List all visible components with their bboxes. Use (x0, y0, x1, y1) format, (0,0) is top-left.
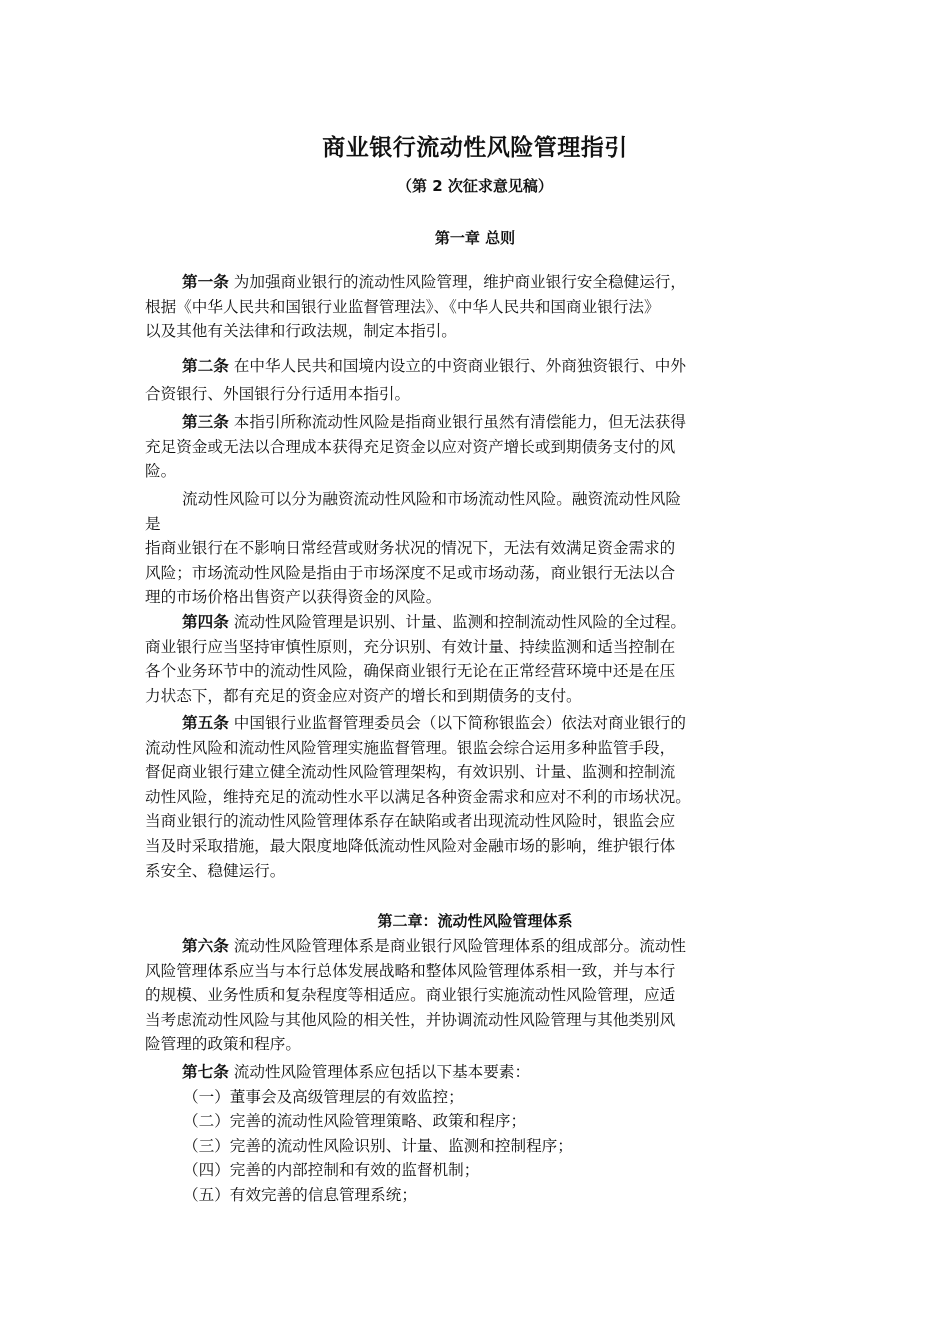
article-4-line-4: 力状态下，都有充足的资金应对资产的增长和到期债务的支付。 (145, 686, 582, 705)
article-7-item-4: （四）完善的内部控制和有效的监督机制； (183, 1161, 480, 1180)
article-1-line-3: 以及其他有关法律和行政法规，制定本指引。 (145, 322, 457, 341)
article-7-label: 第七条 (182, 1063, 229, 1081)
article-6-line-2: 风险管理体系应当与本行总体发展战略和整体风险管理体系相一致，并与本行 (145, 961, 676, 980)
article-5 (145, 711, 820, 883)
article-3-label: 第三条 (182, 413, 229, 431)
article-7-item-3: （三）完善的流动性风险识别、计量、监测和控制程序； (183, 1136, 573, 1155)
article-5-line-7: 系安全、稳健运行。 (145, 861, 286, 880)
article-5-line-5: 当商业银行的流动性风险管理体系存在缺陷或者出现流动性风险时，银监会应 (145, 812, 676, 831)
article-2-label: 第二条 (182, 357, 229, 375)
article-5-label: 第五条 (182, 714, 229, 732)
article-6-line-5: 险管理的政策和程序。 (145, 1035, 301, 1054)
article-3 (145, 410, 820, 484)
paragraph-line-5: 理的市场价格出售资产以获得资金的风险。 (145, 588, 442, 607)
paragraph-line-2: 是 (145, 514, 161, 533)
article-6 (145, 934, 820, 1057)
paragraph-line-3: 指商业银行在不影响日常经营或财务状况的情况下，无法有效满足资金需求的 (145, 539, 676, 558)
article-7 (145, 1060, 820, 1208)
paragraph-line-1: 流动性风险可以分为融资流动性风险和市场流动性风险。融资流动性风险 (182, 490, 682, 508)
article-1-line-1: 第一条 为加强商业银行的流动性风险管理，维护商业银行安全稳健运行， (182, 273, 686, 291)
article-7-line-1: 第七条 流动性风险管理体系应包括以下基本要素： (182, 1063, 531, 1081)
article-5-line-4: 动性风险，维持充足的流动性水平以满足各种资金需求和应对不利的市场状况。 (145, 787, 691, 806)
liquidity-risk-paragraph (145, 487, 820, 610)
document-title: 商业银行流动性风险管理指引 (322, 135, 628, 161)
article-5-line-3: 督促商业银行建立健全流动性风险管理架构，有效识别、计量、监测和控制流 (145, 763, 676, 782)
article-5-line-6: 当及时采取措施，最大限度地降低流动性风险对金融市场的影响，维护银行体 (145, 836, 676, 855)
article-2-line-1: 第二条 在中华人民共和国境内设立的中资商业银行、外商独资银行、中外 (182, 357, 686, 375)
article-1 (145, 270, 820, 344)
article-3-line-3: 险。 (145, 462, 177, 481)
article-4-line-2: 商业银行应当坚持审慎性原则，充分识别、有效计量、持续监测和适当控制在 (145, 637, 676, 656)
document-subtitle: （第 2 次征求意见稿） (397, 177, 553, 195)
article-5-line-1: 第五条 中国银行业监督管理委员会（以下简称银监会）依法对商业银行的 (182, 714, 686, 732)
article-6-label: 第六条 (182, 937, 229, 955)
article-4 (145, 610, 820, 708)
article-6-line-3: 的规模、业务性质和复杂程度等相适应。商业银行实施流动性风险管理，应适 (145, 986, 676, 1005)
article-2 (145, 354, 820, 406)
article-7-item-2: （二）完善的流动性风险管理策略、政策和程序； (183, 1112, 527, 1131)
article-1-line-2: 根据《中华人民共和国银行业监督管理法》、《中华人民共和国商业银行法》 (145, 297, 660, 316)
article-7-item-1: （一）董事会及高级管理层的有效监控； (183, 1087, 464, 1106)
chapter-1-heading: 第一章 总则 (434, 229, 516, 247)
article-2-line-2: 合资银行、外国银行分行适用本指引。 (145, 384, 411, 403)
article-7-item-5: （五）有效完善的信息管理系统； (183, 1185, 417, 1204)
article-1-label: 第一条 (182, 273, 229, 291)
paragraph-line-4: 风险；市场流动性风险是指由于市场深度不足或市场动荡，商业银行无法以合 (145, 563, 676, 582)
article-3-line-2: 充足资金或无法以合理成本获得充足资金以应对资产增长或到期债务支付的风 (145, 437, 676, 456)
article-4-line-1: 第四条 流动性风险管理是识别、计量、监测和控制流动性风险的全过程。 (182, 613, 686, 631)
article-4-label: 第四条 (182, 613, 229, 631)
article-6-line-1: 第六条 流动性风险管理体系是商业银行风险管理体系的组成部分。流动性 (182, 937, 686, 955)
article-5-line-2: 流动性风险和流动性风险管理实施监督管理。银监会综合运用多种监管手段， (145, 738, 676, 757)
chapter-2-heading: 第二章：流动性风险管理体系 (377, 912, 573, 930)
article-6-line-4: 当考虑流动性风险与其他风险的相关性，并协调流动性风险管理与其他类别风 (145, 1010, 676, 1029)
article-4-line-3: 各个业务环节中的流动性风险，确保商业银行无论在正常经营环境中还是在压 (145, 662, 676, 681)
article-3-line-1: 第三条 本指引所称流动性风险是指商业银行虽然有清偿能力，但无法获得 (182, 413, 686, 431)
